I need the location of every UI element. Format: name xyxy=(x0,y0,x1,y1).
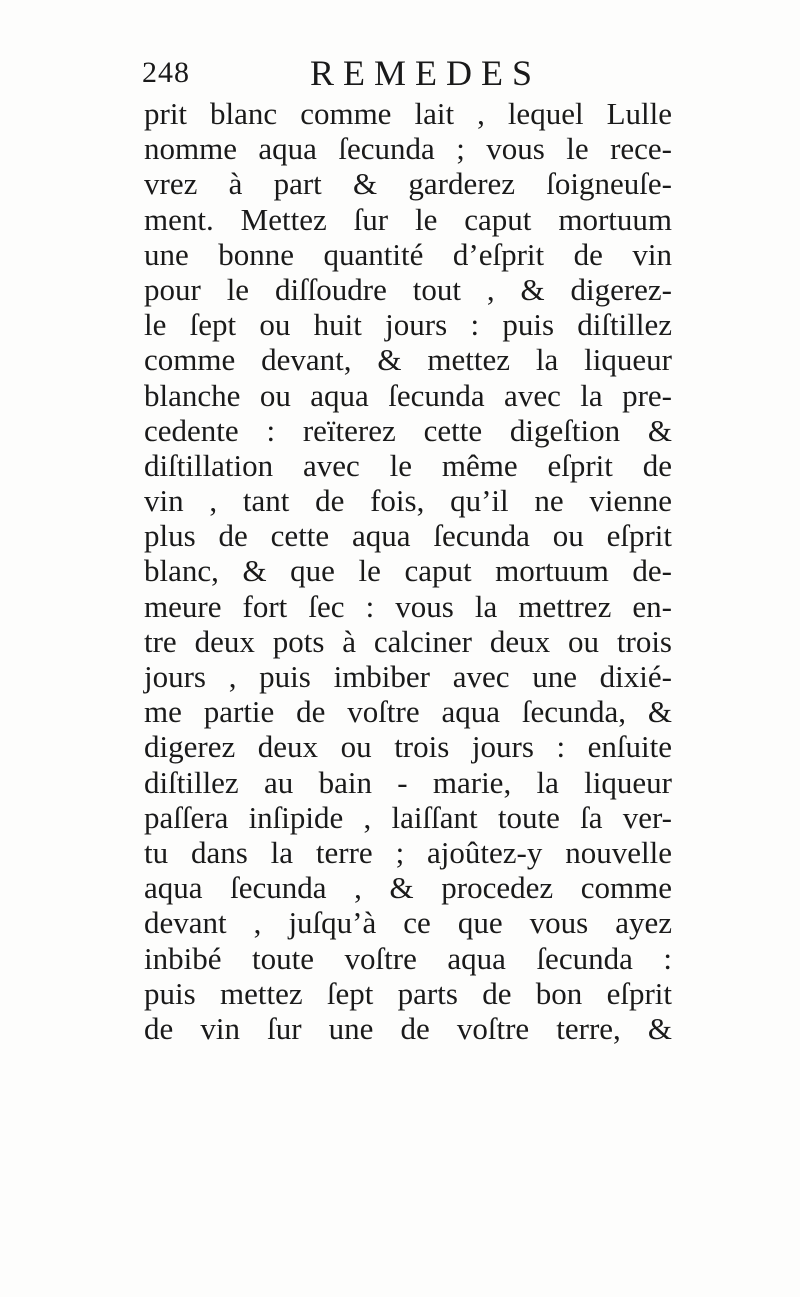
text-line: devant , juſqu’à ce que vous ayez xyxy=(144,905,672,941)
text-line: ment. Mettez ſur le caput mortuum xyxy=(144,201,672,237)
text-line: puis mettez ſept parts de bon eſprit xyxy=(144,975,672,1011)
text-line: nomme aqua ſecunda ; vous le rece- xyxy=(144,131,672,167)
text-line: diſtillation avec le même eſprit de xyxy=(144,447,672,483)
text-line: comme devant, & mettez la liqueur xyxy=(144,342,672,378)
text-line: vin , tant de fois, qu’il ne vienne xyxy=(144,483,672,519)
text-line: vrez à part & garderez ſoigneuſe- xyxy=(144,166,672,202)
text-line: plus de cette aqua ſecunda ou eſprit xyxy=(144,518,672,554)
text-line: diſtillez au bain - marie, la liqueur xyxy=(144,764,672,800)
text-line: une bonne quantité d’eſprit de vin xyxy=(144,236,672,272)
text-line: me partie de voſtre aqua ſecunda, & xyxy=(144,694,672,730)
text-line: cedente : reïterez cette digeſtion & xyxy=(144,412,672,448)
text-line: de vin ſur une de voſtre terre, & xyxy=(144,1010,672,1046)
text-line: pour le diſſoudre tout , & digerez- xyxy=(144,271,672,307)
text-line: prit blanc comme lait , lequel Lulle xyxy=(144,96,672,131)
running-head xyxy=(142,52,682,96)
text-line: digerez deux ou trois jours : enſuite xyxy=(144,729,672,765)
text-line: tu dans la terre ; ajoûtez-y nouvelle xyxy=(144,834,672,870)
text-line: paſſera inſipide , laiſſant toute ſa ver- xyxy=(144,799,672,835)
body-text xyxy=(144,96,672,1046)
text-line: tre deux pots à calciner deux ou trois xyxy=(144,623,672,659)
running-title: REMEDES xyxy=(310,53,542,93)
text-line: jours , puis imbiber avec une dixié- xyxy=(144,659,672,694)
text-line: le ſept ou huit jours : puis diſtillez xyxy=(144,307,672,343)
text-line: aqua ſecunda , & procedez comme xyxy=(144,870,672,906)
text-line: inbibé toute voſtre aqua ſecunda : xyxy=(144,940,672,976)
text-line: blanche ou aqua ſecunda avec la pre- xyxy=(144,377,672,413)
text-line: blanc, & que le caput mortuum de- xyxy=(144,553,672,589)
page-number: 248 xyxy=(142,56,190,89)
text-line: meure fort ſec : vous la mettrez en- xyxy=(144,588,672,624)
